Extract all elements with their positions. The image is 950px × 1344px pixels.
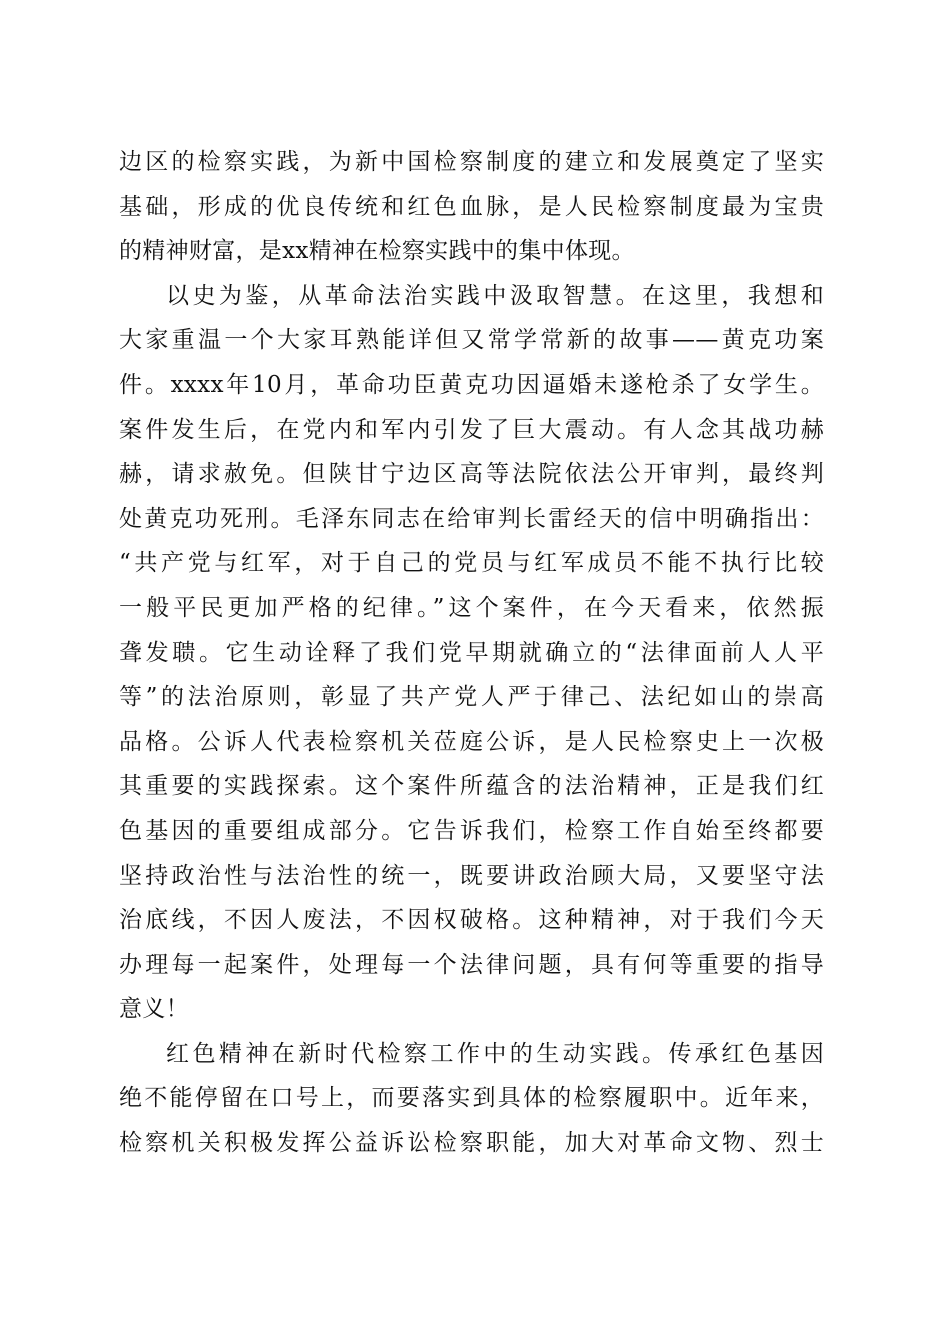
text-line: 以史为鉴，从革命法治实践中汲取智慧。在这里，我想和 — [166, 282, 824, 309]
text-line: 处黄克功死刑。毛泽东同志在给审判长雷经天的信中明确指出： — [119, 505, 824, 532]
text-line: 品格。公诉人代表检察机关莅庭公诉，是人民检察史上一次极 — [119, 728, 824, 755]
text-line: 边区的检察实践，为新中国检察制度的建立和发展奠定了坚实 — [119, 149, 824, 175]
text-line: 色基因的重要组成部分。它告诉我们，检察工作自始至终都要 — [119, 817, 824, 844]
text-line: 其重要的实践探索。这个案件所蕴含的法治精神，正是我们红 — [119, 773, 824, 800]
text-line: 意义！ — [119, 996, 189, 1023]
text-line: 等”的法治原则，彰显了共产党人严于律己、法纪如山的崇高 — [119, 684, 824, 711]
text-line: 基础，形成的优良传统和红色血脉，是人民检察制度最为宝贵 — [119, 193, 824, 220]
text-line: 治底线，不因人废法，不因权破格。这种精神，对于我们今天 — [119, 907, 824, 934]
text-line: 绝不能停留在口号上，而要落实到具体的检察履职中。近年来， — [119, 1085, 824, 1112]
text-line: 检察机关积极发挥公益诉讼检察职能，加大对革命文物、烈士 — [119, 1130, 824, 1157]
text-line: 案件发生后，在党内和军内引发了巨大震动。有人念其战功赫 — [119, 416, 824, 443]
text-line: 的精神财富，是xx精神在检察实践中的集中体现。 — [119, 238, 635, 265]
paragraph — [119, 274, 824, 1032]
text-line: 赫，请求赦免。但陕甘宁边区高等法院依法公开审判，最终判 — [119, 461, 824, 488]
text-line: 坚持政治性与法治性的统一，既要讲政治顾大局，又要坚守法 — [119, 862, 824, 889]
text-line: 聋发聩。它生动诠释了我们党早期就确立的“法律面前人人平 — [119, 639, 824, 666]
text-line: “共产党与红军，对于自己的党员与红军成员不能不执行比较 — [119, 550, 824, 577]
text-line: 大家重温一个大家耳熟能详但又常学常新的故事——黄克功案 — [119, 327, 824, 354]
body-text — [119, 140, 824, 1166]
paragraph — [119, 1032, 824, 1166]
text-line: 一般平民更加严格的纪律。”这个案件，在今天看来，依然振 — [119, 594, 824, 621]
text-line: 办理每一起案件，处理每一个法律问题，具有何等重要的指导 — [119, 951, 824, 978]
paragraph — [119, 140, 824, 274]
text-line: 红色精神在新时代检察工作中的生动实践。传承红色基因 — [166, 1040, 824, 1067]
text-line: 件。xxxx年10月，革命功臣黄克功因逼婚未遂枪杀了女学生。 — [119, 371, 824, 398]
